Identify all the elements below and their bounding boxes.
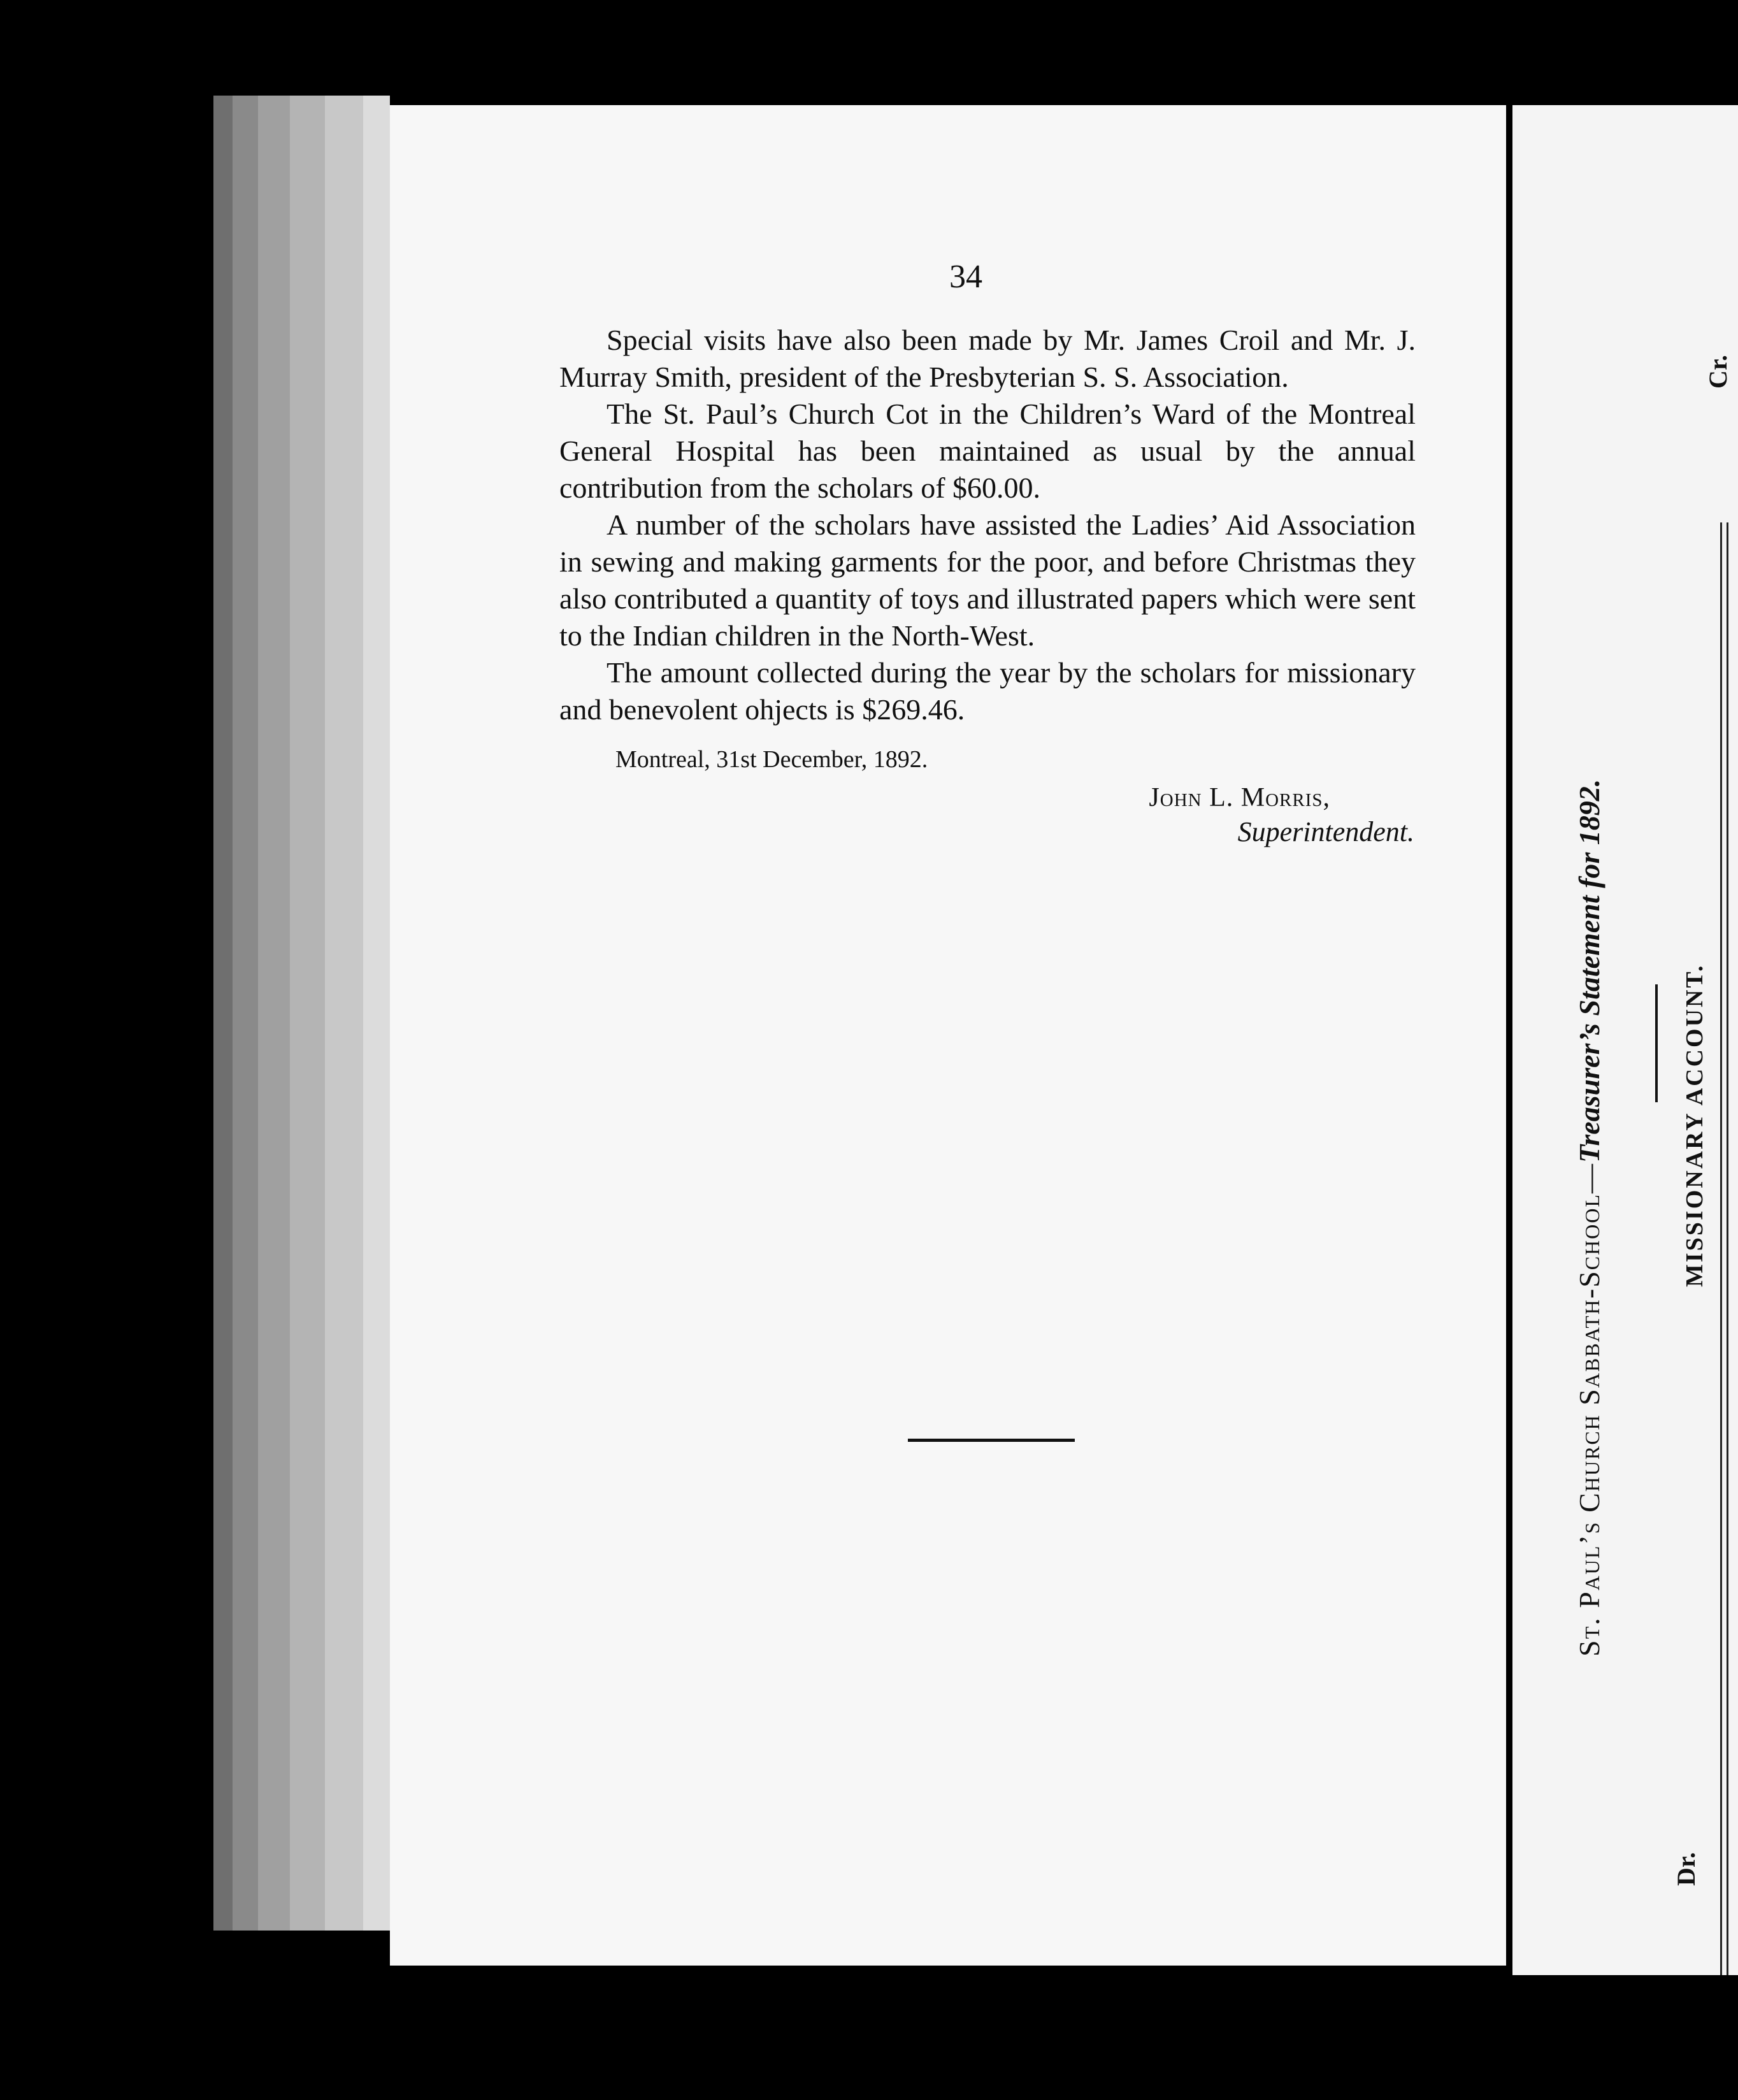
debit-label: Dr. (1671, 1852, 1700, 1886)
section-rule (908, 1439, 1075, 1442)
body-text (559, 322, 1416, 728)
page-stack-edge-6 (363, 96, 390, 1931)
title-school-name: St. Paul’s Church Sabbath-School— (1573, 1162, 1605, 1657)
page-number: 34 (949, 259, 982, 295)
page-stack-edge-2 (233, 96, 258, 1931)
dateline: Montreal, 31st December, 1892. (615, 746, 928, 773)
paragraph-special-visits: Special visits have also been made by Mr. James Croil and Mr. J. Murray Smith, president of the Presbyterian S. S. Association. (559, 324, 1416, 393)
paragraph-ladies-aid: A number of the scholars have assisted the Ladies’ Aid Association in sewing and making garments for the poor, and before Christmas they also contributed a quantity of toys and illustrated papers which were sent to the Indian children in the North-West. (559, 508, 1416, 652)
ledger-line-2 (1727, 522, 1728, 1975)
right-page-title (1572, 779, 1606, 1657)
signature-name: John L. Morris, (1149, 783, 1330, 812)
page-stack-edge-4 (290, 96, 325, 1931)
missionary-account-heading: MISSIONARY ACCOUNT. (1681, 963, 1708, 1287)
title-rule (1655, 984, 1658, 1102)
paragraph-hospital-cot: The St. Paul’s Church Cot in the Children’s Ward of the Montreal General Hospital has been maintained as usual by the annual contribution from the scholars of $60.00. (559, 398, 1416, 504)
page-stack-edge-3 (258, 96, 290, 1931)
page-stack-edge-5 (325, 96, 363, 1931)
paragraph-amount-collected: The amount collected during the year by the scholars for missionary and benevolent ohjects is $269.46. (559, 656, 1416, 726)
credit-label: Cr. (1703, 355, 1732, 389)
title-statement: Treasurer’s Statement for 1892. (1573, 779, 1605, 1163)
signature-title: Superintendent. (1237, 816, 1414, 847)
ledger-line-1 (1720, 522, 1722, 1975)
page-stack-edge-1 (213, 96, 233, 1931)
